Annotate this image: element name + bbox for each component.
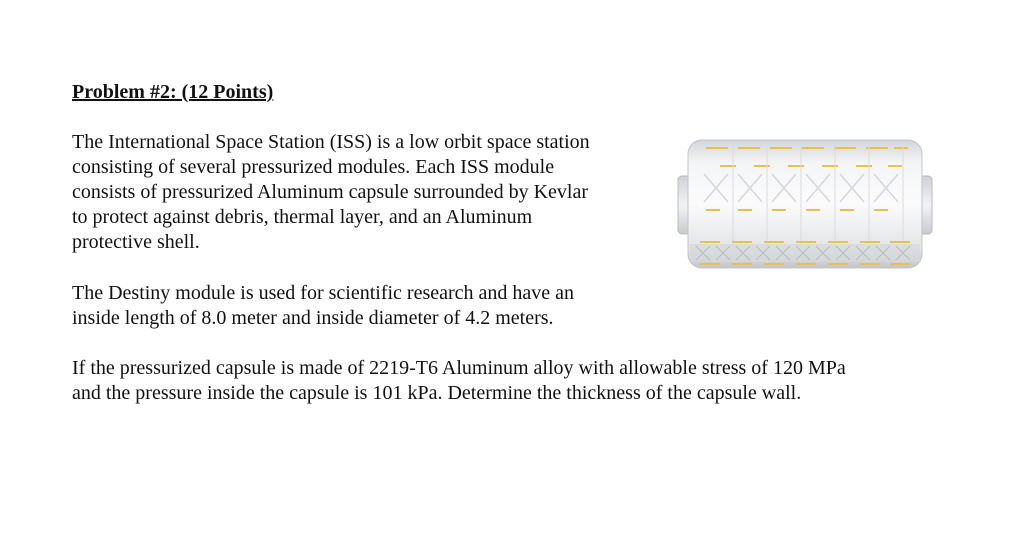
intro-line: to protect against debris, thermal layer, and an Aluminum (72, 206, 533, 228)
intro-paragraph (72, 130, 652, 255)
intro-line: protective shell. (72, 231, 200, 253)
intro-line: consists of pressurized Aluminum capsule surrounded by Kevlar (72, 181, 589, 203)
destiny-line: inside length of 8.0 meter and inside diameter of 4.2 meters. (72, 307, 554, 329)
destiny-line: The Destiny module is used for scientific research and have an (72, 282, 575, 304)
problem-title: Problem #2: (12 Points) (72, 81, 274, 103)
question-paragraph (72, 356, 952, 406)
intro-line: The International Space Station (ISS) is a low orbit space station (72, 131, 590, 153)
question-line: and the pressure inside the capsule is 101 kPa. Determine the thickness of the capsule wall. (72, 382, 802, 404)
intro-line: consisting of several pressurized modules. Each ISS module (72, 156, 555, 178)
bottom-band (690, 244, 920, 262)
question-line: If the pressurized capsule is made of 2219-T6 Aluminum alloy with allowable stress of 120 MPa (72, 357, 846, 379)
destiny-paragraph (72, 281, 652, 331)
iss-module-icon (676, 134, 934, 274)
iss-module-illustration (676, 134, 934, 274)
